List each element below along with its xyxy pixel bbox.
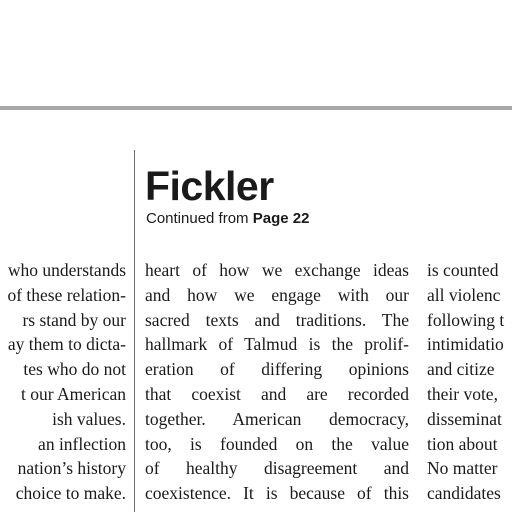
text-line: intimidatio: [427, 334, 504, 355]
text-line: t our American: [21, 383, 126, 404]
text-line: who understands: [7, 260, 126, 280]
text-line: sacred texts and traditions. The: [145, 309, 409, 330]
text-column-middle: [145, 258, 409, 506]
text-line: tes who do not: [23, 359, 126, 380]
text-line: of healthy disagreement and: [145, 458, 409, 479]
text-column-right: [427, 258, 504, 506]
continued-page-link[interactable]: Page 22: [252, 210, 310, 227]
text-line: their vote,: [427, 383, 498, 404]
text-line: and citize: [427, 359, 495, 380]
header-rule: [0, 106, 512, 110]
text-line: nation’s history: [17, 458, 126, 479]
text-line: that coexist and are recorded: [145, 383, 409, 404]
text-line: and how we engage with our: [145, 284, 409, 305]
text-line: too, is founded on the value: [145, 433, 409, 454]
text-line: an inflection: [38, 433, 126, 454]
text-line: heart of how we exchange ideas: [145, 260, 409, 280]
text-line: ish values.: [52, 408, 126, 429]
text-line: candidates: [427, 483, 501, 504]
text-line: following t: [427, 309, 505, 330]
text-line: coexistence. It is because of this: [145, 483, 409, 504]
article-headline: Fickler: [145, 163, 274, 209]
text-line: together. American democracy,: [145, 408, 409, 429]
text-line: all violenc: [427, 284, 501, 305]
continued-from-line: [146, 209, 309, 229]
continued-from-label: Continued from: [146, 210, 253, 227]
column-divider: [134, 150, 135, 512]
text-line: is counted: [427, 260, 499, 280]
text-line: hallmark of Talmud is the prolif-: [145, 334, 409, 355]
text-line: ay them to dicta-: [7, 334, 126, 355]
text-column-left: [7, 258, 126, 506]
text-line: No matter: [427, 458, 498, 479]
text-line: choice to make.: [15, 483, 126, 504]
text-line: of these relation-: [7, 284, 126, 305]
text-line: disseminat: [427, 408, 502, 429]
text-line: rs stand by our: [22, 309, 126, 330]
text-line: tion about: [427, 433, 498, 454]
text-line: eration of differing opinions: [145, 359, 409, 380]
